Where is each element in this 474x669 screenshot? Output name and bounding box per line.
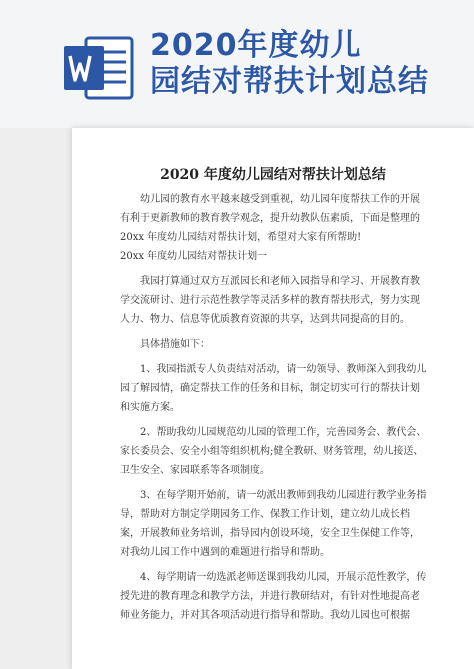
plan-paragraph: 我园打算通过双方互派园长和老师入园指导和学习、开展教育教学交流研讨、进行示范性教学等灵活多样的教育帮扶形式，努力实现人力、物力、信息等优质教育资源的共享，达到共同提高的目的。 <box>120 276 420 325</box>
measures-heading: 具体措施如下： <box>140 339 210 350</box>
word-document-icon <box>62 36 134 100</box>
measure-item-2: 2、帮助我幼儿园规范幼儿园的管理工作，完善园务会、教代会、家长委员会、安全小组等组织机构;健全教研、财务管理，幼儿接送、卫生安全、家园联系等各项制度。 <box>120 427 427 476</box>
banner-title <box>150 28 468 100</box>
measure-item-4: 4、每学期请一幼选派老师送课到我幼儿园，开展示范性教学，传授先进的教育理念和教学方法，并进行教研结对，有针对性地提高老师业务能力，并对其各项活动进行指导和帮助。我幼儿园也可根据 <box>120 572 427 621</box>
document-title: 2020 年度幼儿园结对帮扶计划总结 <box>160 167 386 183</box>
measure-item-3: 3、在每学期开始前，请一幼派出教师到我幼儿园进行教学业务指导，帮助对方制定学期园务工作、保教工作计划，建立幼儿成长档案，开展教师业务培训，指导园内创设环境，安全卫生保健工作等，对我幼儿园工作中遇到的难题进行指导和帮助。 <box>120 490 427 558</box>
section-heading: 20xx 年度幼儿园结对帮扶计划一 <box>120 251 268 262</box>
document-page <box>72 128 474 669</box>
page-fade <box>72 639 474 669</box>
measure-item-1: 1、我园指派专人负责结对活动，请一幼领导、教师深入到我幼儿园了解园情，确定帮扶工作的任务和目标，制定切实可行的帮扶计划和实施方案。 <box>120 364 427 413</box>
intro-paragraph: 幼儿园的教育水平越来越受到重视，幼儿园年度帮扶工作的开展有利于更新教师的教育教学观念，提升幼教队伍素质，下面是整理的 20xx 年度幼儿园结对帮扶计划，希望对大家有所帮助! <box>120 194 420 243</box>
document-body <box>120 190 428 625</box>
banner-title-line1: 2020年度幼儿 <box>150 28 362 63</box>
banner <box>0 0 474 128</box>
banner-title-line2: 园结对帮扶计划总结 <box>150 64 429 99</box>
